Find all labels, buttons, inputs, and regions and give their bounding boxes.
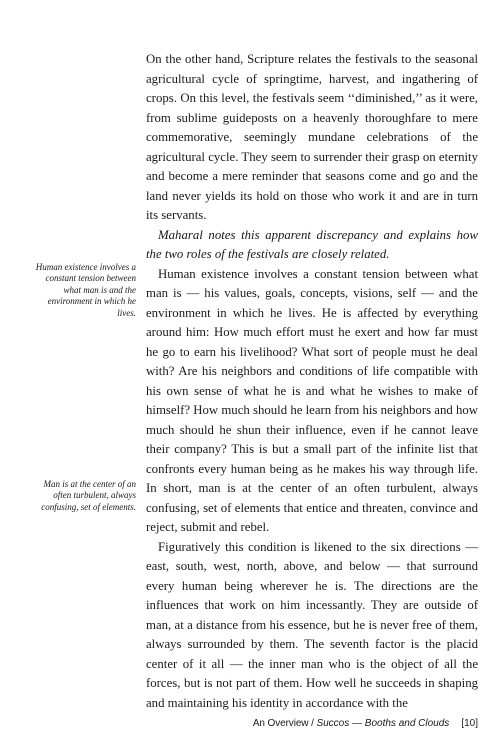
body-text [146,50,478,713]
page-number: [10] [461,718,478,729]
margin-note: Man is at the center of an often turbulent, always confusing, set of elements. [41,479,136,512]
margin-note: Human existence involves a constant tension between what man is and the environment in which he lives. [35,262,136,318]
running-head: An Overview / [252,718,317,729]
body-paragraph: On the other hand, Scripture relates the festivals to the seasonal agricultural cycle of springtime, harvest, and ingathering of crops. On this level, the festivals seem ‘‘diminished,’’ as it were, from sublime guideposts on a heavenly thoroughfare to mere commemorative, seemingly mundane celebrations of the agricultural cycle. They seem to surrender their grasp on eternity and become a mere reminder that seasons come and go and the land never yields its hold on those who work it and are in turn its servants. [146,52,478,222]
body-paragraph-italic: Maharal notes this apparent discrepancy and explains how the two roles of the festivals are closely related. [146,227,478,261]
body-paragraph: Figuratively this condition is likened to the six directions — east, south, west, north, above, and below — that surround every human being wherever he is. The directions are the influences that work on him incessantly. They are outside of man, at a distance from his essence, but he is never free of them, always surrounded by them. The seventh factor is the placid center of it all — the inner man who is the object of all the forces, but is not part of them. How well he succeeds in shaping and maintaining his identity in accordance with the [146,539,478,710]
series-title: Succos — Booths and Clouds [316,718,450,729]
page-footer [146,717,478,731]
body-paragraph: Human existence involves a constant tension between what man is — his values, goals, concepts, visions, self — and the environment in which he lives. He is affected by everything around him: How much effort must he exert and how far must he go to earn his livelihood? What sort of people must he deal with? Are his neighbors and conditions of life compatible with his own sense of what he is and what he wishes to make of himself? How much should he learn from his neighbors and how much should he shun their influence, even if he cannot leave their company? This is but a small part of the infinite list that confronts every human being as he makes his way through life. In short, man is at the center of an often turbulent, always confusing, set of elements that entice and threaten, convince and reject, submit and rebel. [146,266,478,534]
